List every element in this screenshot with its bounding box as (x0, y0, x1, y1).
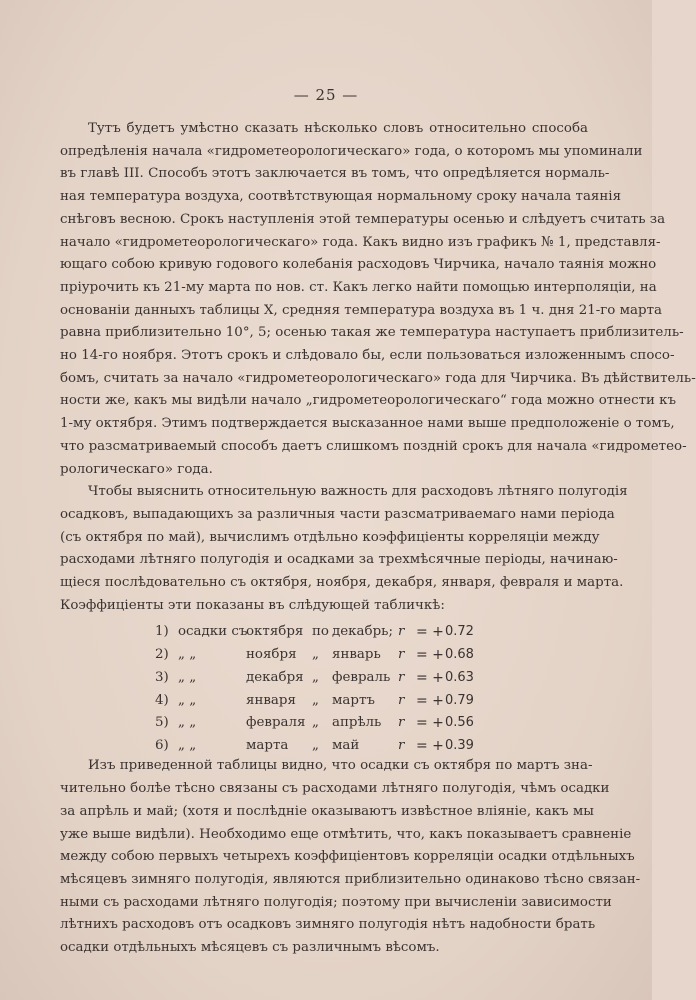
table-cell-eq: = + (416, 647, 444, 664)
table-cell-q2: „ (312, 647, 319, 663)
text-line: осадки отдѣльныхъ мѣсяцевъ съ различнымъ вѣсомъ. (60, 940, 440, 956)
table-cell-m2: апрѣль (332, 715, 382, 731)
text-line: Коэффиціенты эти показаны въ слѣдующей табличкѣ: (60, 597, 445, 613)
text-line: 1-му октября. Этимъ подтверждается высказанное нами выше предположеніе о томъ, (60, 416, 675, 432)
table-cell-m2: мартъ (332, 692, 375, 708)
text-line: снѣговъ весною. Срокъ наступленія этой температуры осенью и слѣдуетъ считать за (60, 211, 666, 227)
text-line: что разсматриваемый способъ даетъ слишкомъ поздній срокъ для начала «гидрометео- (60, 438, 687, 454)
paragraph-2 (60, 481, 628, 617)
table-cell-q2: „ (312, 715, 319, 731)
table-cell-eq: = + (416, 692, 444, 709)
table-cell-m1: ноября (246, 647, 297, 663)
text-line: щіеся послѣдовательно съ октября, ноября, декабря, января, февраля и марта. (60, 575, 624, 591)
text-line: равна приблизительно 10°, 5; осенью такая же температура наступаетъ приблизитель- (60, 325, 684, 341)
text-line: Изъ приведенной таблицы видно, что осадки съ октября по мартъ зна- (88, 758, 593, 774)
text-line: за апрѣль и май; (хотя и послѣдніе оказываютъ извѣстное вліяніе, какъ мы (60, 803, 594, 819)
table-cell-no: 4) (155, 692, 169, 708)
table-cell-m1: января (246, 692, 296, 708)
table-row (60, 735, 588, 757)
table-cell-q1: „ „ (178, 669, 197, 685)
text-line: бомъ, считать за начало «гидрометеорологическаго» года для Чирчика. Въ дѣйствитель- (60, 370, 696, 386)
table-cell-q2: „ (312, 692, 319, 708)
table-cell-m2: май (332, 737, 360, 753)
text-line: ными съ расходами лѣтняго полугодія; поэтому при вычисленіи зависимости (60, 894, 612, 910)
table-cell-q2: „ (312, 669, 319, 685)
text-line: Чтобы выяснить относительную важность для расходовъ лѣтняго полугодія (88, 484, 628, 500)
table-cell-r: r (398, 647, 405, 663)
table-cell-q2: „ (312, 737, 319, 753)
text-line: уже выше видѣли). Необходимо еще отмѣтить, что, какъ показываетъ сравненіе (60, 826, 632, 842)
table-cell-eq: = + (416, 737, 444, 754)
table-cell-m2: январь (332, 647, 381, 663)
text-line: (съ октября по май), вычислимъ отдѣльно коэффиціенты корреляціи между (60, 529, 600, 545)
text-line: въ главѣ III. Способъ этотъ заключается въ томъ, что опредѣляется нормаль- (60, 166, 610, 182)
text-line: осадковъ, выпадающихъ за различныя части разсматриваемаго нами періода (60, 506, 615, 522)
table-cell-q2: по (312, 624, 329, 640)
table-cell-m2: февраль (332, 669, 391, 685)
text-line: начало «гидрометеорологическаго» года. Какъ видно изъ графикъ № 1, представля- (60, 234, 661, 250)
body-text (60, 118, 696, 960)
table-cell-q1: „ „ (178, 692, 197, 708)
table-row (60, 644, 588, 666)
page-number: — 25 — (293, 86, 359, 104)
text-line: основаніи данныхъ таблицы X, средняя температура воздуха въ 1 ч. дня 21-го марта (60, 302, 662, 318)
table-cell-val: 0.63 (445, 669, 474, 685)
table-cell-m2: декабрь; (332, 624, 393, 640)
table-cell-q1: „ „ (178, 737, 197, 753)
table-cell-r: r (398, 715, 405, 731)
text-line: лѣтнихъ расходовъ отъ осадковъ зимняго полугодія нѣтъ надобности брать (60, 917, 596, 933)
table-cell-val: 0.68 (445, 647, 474, 663)
text-line: ющаго собою кривую годового колебанія расходовъ Чирчика, начало таянія можно (60, 257, 657, 273)
table-cell-m1: февраля (246, 715, 306, 731)
table-cell-no: 5) (155, 715, 169, 731)
table-row (60, 712, 588, 734)
correlation-table (60, 617, 588, 755)
table-cell-val: 0.79 (445, 692, 474, 708)
table-cell-m1: октября (246, 624, 304, 640)
table-cell-val: 0.56 (445, 715, 474, 731)
table-row (60, 621, 588, 643)
table-row (60, 667, 588, 689)
paragraph-3 (60, 755, 641, 959)
text-line: ная температура воздуха, соотвѣтствующая нормальному сроку начала таянія (60, 189, 622, 205)
table-cell-eq: = + (416, 624, 444, 641)
table-cell-r: r (398, 624, 405, 640)
text-line: чительно болѣе тѣсно связаны съ расходами лѣтняго полугодія, чѣмъ осадки (60, 781, 610, 797)
table-cell-val: 0.39 (445, 737, 474, 753)
text-line: пріурочить къ 21-му марта по нов. ст. Какъ легко найти помощью интерполяціи, на (60, 279, 657, 295)
text-line: между собою первыхъ четырехъ коэффиціентовъ корреляціи осадки отдѣльныхъ (60, 849, 635, 865)
text-line: ности же, какъ мы видѣли начало „гидрометеорологическаго“ года можно отнести къ (60, 393, 677, 409)
text-line: но 14-го ноября. Этотъ срокъ и слѣдовало бы, если пользоваться изложеннымъ спосо- (60, 348, 675, 364)
table-cell-q1: „ „ (178, 647, 197, 663)
table-row (60, 690, 588, 712)
table-cell-m1: декабря (246, 669, 304, 685)
table-cell-m1: марта (246, 737, 289, 753)
table-cell-r: r (398, 737, 405, 753)
text-line: опредѣленія начала «гидрометеорологическаго» года, о которомъ мы упоминали (60, 143, 643, 159)
table-cell-eq: = + (416, 715, 444, 732)
table-cell-eq: = + (416, 669, 444, 686)
table-cell-no: 2) (155, 647, 169, 663)
text-line: расходами лѣтняго полугодія и осадками за трехмѣсячные періоды, начинаю- (60, 552, 618, 568)
text-line: Тутъ будетъ умѣстно сказать нѣсколько словъ относительно способа (88, 121, 588, 136)
table-cell-val: 0.72 (445, 624, 474, 640)
table-cell-q1: „ „ (178, 715, 197, 731)
paragraph-1 (60, 118, 696, 481)
table-cell-r: r (398, 692, 405, 708)
text-line: рологическаго» года. (60, 461, 213, 477)
table-cell-no: 3) (155, 669, 169, 685)
text-line: мѣсяцевъ зимняго полугодія, являются приблизительно одинаково тѣсно связан- (60, 871, 641, 887)
table-cell-no: 1) (155, 624, 169, 640)
table-cell-q1: осадки съ (178, 624, 248, 640)
table-cell-no: 6) (155, 737, 169, 753)
table-cell-r: r (398, 669, 405, 685)
